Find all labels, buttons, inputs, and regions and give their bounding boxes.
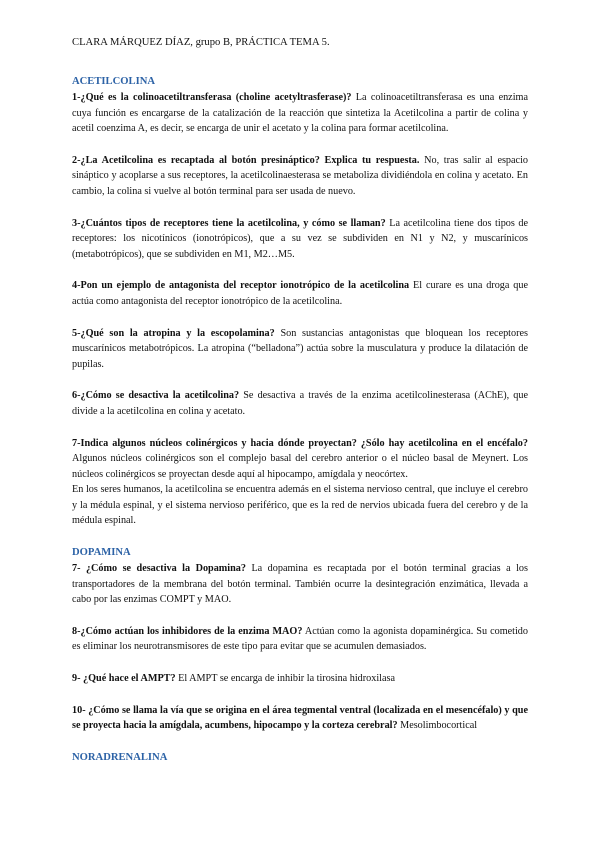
dopamina-question-7-text: 7- ¿Cómo se desactiva la Dopamina?: [72, 563, 246, 575]
question-3-text: 3-¿Cuántos tipos de receptores tiene la acetilcolina, y cómo se llaman?: [72, 217, 386, 229]
question-2: [72, 153, 528, 200]
section-title-noradrenalina: NORADRENALINA: [72, 751, 168, 763]
question-3: [72, 216, 528, 263]
dopamina-question-8-text: 8-¿Cómo actúan los inhibidores de la enzima MAO?: [72, 625, 303, 637]
answer-5-text: Son sustancias antagonistas que bloquean los receptores muscarínicos metabotrópicos. La atropina (“belladona”) actúa sobre la musculatura y produce la dilatación de pupilas.: [72, 327, 528, 370]
question-5: [72, 326, 528, 373]
question-1: [72, 90, 528, 137]
question-6-text: 6-¿Cómo se desactiva la acetilcolina?: [72, 390, 240, 402]
dopamina-question-9: [72, 671, 528, 687]
dopamina-question-10-text: 10- ¿Cómo se llama la vía que se origina en el área tegmental ventral (localizada en el mesencéfalo) y que se proyecta hacia la amígdala, acumbens, hipocampo y la corteza cerebral?: [72, 704, 528, 732]
dopamina-answer-7-text: La dopamina es recaptada por el botón terminal gracias a los transportadores de la membrana del botón terminal. También ocurre la desintegración enzimática, llevada a cabo por las enzimas COMPT y MAO.: [72, 563, 528, 606]
question-2-text: 2-¿La Acetilcolina es recaptada al botón presináptico? Explica tu respuesta.: [72, 154, 420, 166]
question-1-text: 1-¿Qué es la colinoacetiltransferasa (choline acetyltrasferase)?: [72, 92, 352, 103]
question-5-text: 5-¿Qué son la atropina y la escopolamina?: [72, 327, 275, 339]
section-title-dopamina: DOPAMINA: [72, 547, 131, 559]
dopamina-question-7: [72, 561, 528, 608]
question-4: [72, 278, 528, 309]
answer-7-text: Algunos núcleos colinérgicos son el complejo basal del cerebro anterior o el núcleo basal de Meynert. Los núcleos colinérgicos se proyectan desde aquí al hipocampo, amígdala y neocórtex.: [72, 453, 528, 480]
dopamina-answer-8-text: Actúan como la agonista dopaminérgica. Su cometido es eliminar los neurotransmisores de este tipo para evitar que se acumulen demasiados.: [72, 625, 528, 653]
answer-2-text: No, tras salir al espacio sináptico y acoplarse a sus receptores, la acetilcolinaesterasa se metaboliza dividiéndola en colina y acetato. En cambio, la colina si vuelve al botón terminal para ser usada de nuevo.: [72, 154, 528, 197]
dopamina-question-8: [72, 624, 528, 655]
question-7: [72, 436, 528, 483]
dopamina-question-10: [72, 703, 528, 734]
question-4-text: 4-Pon un ejemplo de antagonista del receptor ionotrópico de la acetilcolina: [72, 280, 410, 292]
question-6: [72, 388, 528, 419]
answer-3-text: La acetilcolina tiene dos tipos de receptores: los nicotínicos (ionotrópicos), que a su vez se subdividen en N1 y N2, y muscarínicos (metabotrópicos), que se subdividen en M1, M2…M5.: [72, 217, 528, 260]
answer-1-text: La colinoacetiltransferasa es una enzima cuya función es encargarse de la catalización de la reacción que sintetiza la Acetilcolina a partir de colina y acetil coenzima A, es decir, se encarga de unir el acetato y la colina para formar acetilcolina.: [72, 92, 528, 135]
dopamina-answer-9-text: El AMPT se encarga de inhibir la tirosina hidroxilasa: [175, 673, 396, 685]
section-title-acetilcolina: ACETILCOLINA: [72, 76, 156, 87]
answer-4-text: El curare es una droga que actúa como antagonista del receptor ionotrópico de la acetilcolina.: [72, 280, 528, 307]
question-7-text: 7-Indica algunos núcleos colinérgicos y hacia dónde proyectan? ¿Sólo hay acetilcolina en el encéfalo?: [72, 437, 528, 449]
dopamina-question-9-text: 9- ¿Qué hace el AMPT?: [72, 673, 176, 685]
document-header: CLARA MÁRQUEZ DÍAZ, grupo B, PRÁCTICA TEMA 5.: [72, 37, 330, 48]
answer-7-extra: En los seres humanos, la acetilcolina se encuentra además en el sistema nervioso central, que incluye el cerebro y la médula espinal, y el sistema nervioso periférico, que es la red de nervios ubicada fuera del cerebro y de la médula espinal.: [72, 484, 528, 527]
answer-6-text: Se desactiva a través de la enzima acetilcolinesterasa (AChE), que divide a la acetilcolina en colina y acetato.: [72, 390, 528, 417]
dopamina-answer-10-text: Mesolimbocortical: [397, 720, 478, 732]
